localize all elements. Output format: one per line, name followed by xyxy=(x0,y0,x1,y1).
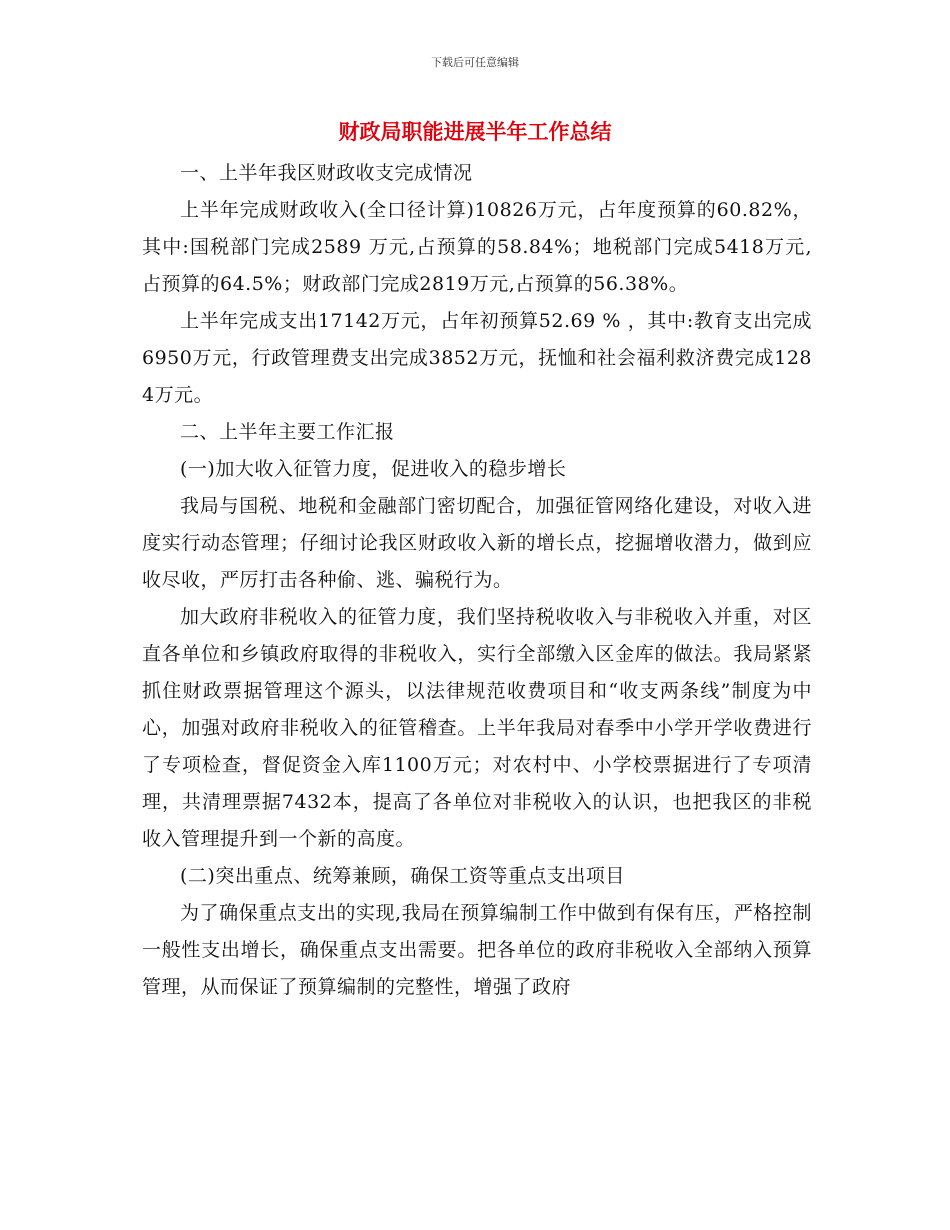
paragraph-key-spending: 为了确保重点支出的实现,我局在预算编制工作中做到有保有压，严格控制一般性支出增长，确保重点支出需要。把各单位的政府非税收入全部纳入预算管理，从而保证了预算编制的完整性，增强了政府 xyxy=(142,902,812,998)
document-body xyxy=(142,155,812,1006)
section-heading-2: 二、上半年主要工作汇报 xyxy=(180,421,395,443)
paragraph-non-tax: 加大政府非税收入的征管力度，我们坚持税收收入与非税收入并重，对区直各单位和乡镇政府取得的非税收入，实行全部缴入区金库的做法。我局紧紧抓住财政票据管理这个源头，以法律规范收费项目和“收支两条线”制度为中心，加强对政府非税收入的征管稽查。上半年我局对春季中小学开学收费进行了专项检查，督促资金入库1100万元；对农村中、小学校票据进行了专项清理，共清理票据7432本，提高了各单位对非税收入的认识，也把我区的非税收入管理提升到一个新的高度。 xyxy=(142,606,812,850)
subsection-heading-2: (二)突出重点、统筹兼顾，确保工资等重点支出项目 xyxy=(180,865,625,887)
header-note: 下载后可任意编辑 xyxy=(431,56,519,69)
paragraph-collection: 我局与国税、地税和金融部门密切配合，加强征管网络化建设，对收入进度实行动态管理；仔细讨论我区财政收入新的增长点，挖掘增收潜力，做到应收尽收，严厉打击各种偷、逃、骗税行为。 xyxy=(142,495,812,591)
section-heading-1: 一、上半年我区财政收支完成情况 xyxy=(180,162,473,184)
paragraph-revenue: 上半年完成财政收入(全口径计算)10826万元，占年度预算的60.82%，其中:国税部门完成2589 万元,占预算的58.84%；地税部门完成5418万元,占预算的64.5%；财政部门完成2819万元,占预算的56.38%。 xyxy=(142,199,812,295)
subsection-heading-1: (一)加大收入征管力度，促进收入的稳步增长 xyxy=(180,458,567,480)
paragraph-expenditure: 上半年完成支出17142万元，占年初预算52.69 % ，其中:教育支出完成6950万元，行政管理费支出完成3852万元，抚恤和社会福利救济费完成1284万元。 xyxy=(142,310,812,406)
document-title: 财政局职能进展半年工作总结 xyxy=(338,120,612,144)
